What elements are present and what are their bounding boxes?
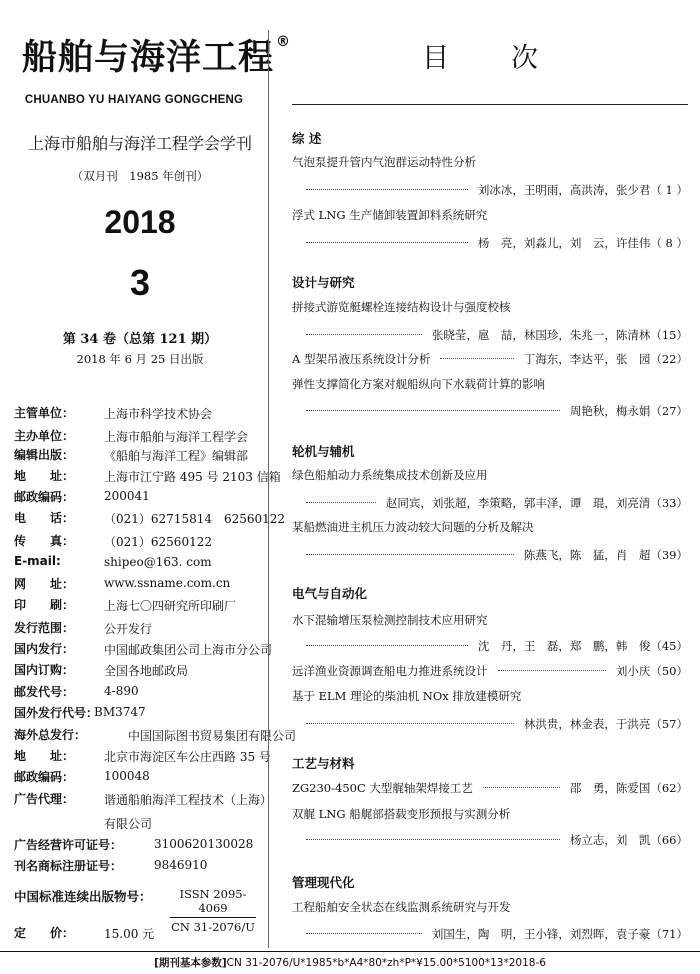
info-label: 邮政编码：	[14, 490, 75, 504]
toc-entry-authors: 林洪贵，林金表，于洪亮（57）	[523, 717, 688, 731]
info-row	[14, 661, 274, 678]
column-divider	[268, 30, 269, 948]
info-value: （021）62560122	[104, 535, 212, 549]
info-value: 北京市海淀区车公庄西路 35 号	[104, 750, 271, 764]
toc-entry-title: 远洋渔业资源调查船电力推进系统设计	[292, 664, 488, 678]
toc-entry-authors: 邵 勇，陈爱国（62）	[569, 781, 688, 795]
info-row	[14, 532, 274, 549]
info-label: 发行范围：	[14, 621, 75, 635]
toc-entry-title[interactable]: 拼接式游览艇螺栓连接结构设计与强度校核	[292, 300, 511, 314]
info-row	[14, 446, 274, 463]
info-label: 定 价：	[14, 926, 75, 940]
toc-title	[422, 36, 538, 75]
info-label: 传 真：	[14, 534, 75, 548]
info-value: 全国各地邮政局	[104, 664, 189, 678]
info-value: 上海市船舶与海洋工程学会	[104, 430, 249, 444]
toc-title-rule	[292, 104, 688, 105]
info-value: 4-890	[104, 684, 139, 698]
toc-entry-authors: 陈燕飞，陈 猛，肖 超（39）	[523, 548, 688, 562]
toc-entry-title[interactable]: 双艉 LNG 船艉部搭载变形预报与实测分析	[292, 807, 511, 821]
info-label: 网 址：	[14, 577, 75, 591]
info-row	[14, 575, 274, 592]
info-row	[14, 857, 274, 874]
toc-entry[interactable]	[292, 351, 688, 367]
toc-title-char: 次	[511, 43, 538, 74]
registered-mark: ®	[276, 34, 292, 50]
info-row	[14, 596, 274, 613]
leader-dots	[306, 645, 468, 646]
toc-entry-authors: 张晓莹，扈 喆，林国珍，朱兆一，陈清林（15）	[431, 328, 688, 342]
info-label: 邮发代号：	[14, 685, 75, 699]
table-of-contents	[292, 0, 688, 950]
frequency: （双月刊 1985 年创刊）	[71, 169, 209, 183]
info-value: 有限公司	[104, 817, 153, 831]
footer-label: [期刊基本参数]	[154, 957, 227, 969]
info-row	[14, 814, 274, 831]
info-value: 上海市江宁路 495 号 2103 信箱	[104, 470, 281, 484]
toc-section-heading: 工艺与材料	[292, 756, 355, 771]
toc-entry-authors: 周艳秋，梅永娟（27）	[569, 404, 688, 418]
info-label: 电 话：	[14, 511, 75, 525]
leader-dots	[306, 189, 468, 190]
issn-divider	[170, 917, 256, 918]
info-value: 15.00 元	[104, 927, 155, 941]
toc-entry-authors: 沈 丹，王 磊，郑 鹏，韩 俊（45）	[477, 639, 688, 653]
toc-section-heading: 综 述	[292, 131, 322, 146]
leader-dots	[306, 334, 422, 335]
toc-entry-title[interactable]: 绿色船舶动力系统集成技术创新及应用	[292, 468, 488, 482]
info-row	[14, 640, 274, 657]
info-label: 主管单位：	[14, 406, 75, 420]
info-row	[14, 726, 297, 743]
leader-dots	[498, 670, 606, 671]
logo-text: 船舶与海洋工程	[22, 38, 275, 78]
toc-entry-title: A 型架吊液压系统设计分析	[292, 352, 431, 366]
info-label: 广告经营许可证号：	[14, 838, 123, 852]
issue-number: 3	[129, 262, 151, 303]
info-label: 地 址：	[14, 469, 75, 483]
info-value: 谐通船舶海洋工程技术（上海）	[104, 793, 273, 807]
footer-rule	[0, 951, 700, 952]
toc-entry[interactable]	[292, 663, 688, 679]
toc-section-heading: 电气与自动化	[292, 586, 368, 601]
toc-entry-title[interactable]: 弹性支撑简化方案对舰船纵向下水载荷计算的影响	[292, 377, 545, 391]
info-value: shipeo@163. com	[104, 555, 212, 569]
journal-pinyin: CHUANBO YU HAIYANG GONGCHENG	[24, 94, 244, 106]
info-row	[14, 704, 274, 721]
leader-dots	[306, 839, 560, 840]
toc-entry-title[interactable]: 某船燃油进主机压力波动较大问题的分析及解决	[292, 520, 534, 534]
toc-entry-title[interactable]: 基于 ELM 理论的柴油机 NOx 排放建模研究	[292, 689, 522, 703]
info-label: E-mail:	[14, 554, 61, 568]
info-value: 上海市科学技术协会	[104, 407, 213, 421]
toc-entry-authors: 杨 亮，刘淼儿，刘 云，许佳伟（ 8 ）	[477, 236, 688, 250]
info-label: 海外总发行：	[14, 728, 87, 742]
leader-dots	[306, 554, 514, 555]
footer-parameters	[0, 955, 700, 970]
info-value: 100048	[104, 769, 150, 783]
footer-text: CN 31-2076/U*1985*b*A4*80*zh*P*¥15.00*5100*13*2018-6	[226, 957, 546, 969]
leader-dots	[306, 723, 514, 724]
info-value: www.ssname.com.cn	[104, 576, 231, 590]
info-value: 上海七〇四研究所印刷厂	[104, 599, 237, 613]
info-value: 公开发行	[104, 622, 153, 636]
toc-entry-title[interactable]: 浮式 LNG 生产储卸装置卸料系统研究	[292, 208, 488, 222]
info-label: 国内发行：	[14, 642, 75, 656]
info-label: 邮政编码：	[14, 770, 75, 784]
info-value: 9846910	[154, 858, 208, 872]
toc-section-heading: 管理现代化	[292, 875, 355, 890]
info-row	[14, 554, 274, 568]
masthead-column	[0, 0, 297, 950]
info-value: 200041	[104, 489, 150, 503]
info-value: 中国邮政集团公司上海市分公司	[104, 643, 273, 657]
info-row	[14, 467, 281, 484]
info-row	[14, 404, 274, 421]
toc-entry-title: ZG230-450C 大型艉轴架焊接工艺	[292, 781, 473, 795]
info-label: 主办单位：	[14, 429, 75, 443]
info-value: BM3747	[94, 705, 146, 719]
info-value: 中国国际图书贸易集团有限公司	[128, 729, 297, 743]
info-row	[14, 683, 274, 700]
leader-dots	[483, 787, 560, 788]
info-label: 编辑出版：	[14, 448, 75, 462]
issn-number: ISSN 2095-4069	[179, 887, 247, 915]
leader-dots	[306, 242, 468, 243]
leader-dots	[306, 502, 376, 503]
cn-number: CN 31-2076/U	[171, 920, 255, 934]
info-label: 印 刷：	[14, 598, 75, 612]
toc-entry[interactable]	[292, 780, 688, 796]
info-row	[14, 427, 274, 444]
issue-year: 2018	[104, 204, 176, 240]
info-row	[14, 509, 286, 526]
info-value: 《船舶与海洋工程》编辑部	[104, 449, 249, 463]
publication-date: 2018 年 6 月 25 日出版	[76, 352, 204, 366]
info-value: （021）62715814 62560122	[104, 512, 286, 526]
toc-title-char: 目	[422, 43, 449, 74]
info-label: 地 址：	[14, 749, 75, 763]
info-row	[14, 790, 274, 807]
leader-dots	[306, 410, 560, 411]
info-label: 刊名商标注册证号：	[14, 859, 123, 873]
society-name: 上海市船舶与海洋工程学会学刊	[27, 134, 252, 153]
toc-entry-title[interactable]: 气泡泵提升管内气泡群运动特性分析	[292, 155, 476, 169]
info-row	[14, 747, 274, 764]
toc-section-heading: 轮机与辅机	[292, 444, 355, 459]
volume-info: 第 34 卷（总第 121 期）	[62, 332, 218, 347]
toc-entry-authors: 杨立志，刘 凯（66）	[569, 833, 688, 847]
issn-block	[170, 887, 256, 934]
journal-logo	[22, 30, 292, 80]
toc-entry-authors: 刘国生，陶 明，王小锋，刘烈晖，袁子豪（71）	[431, 927, 688, 941]
info-label: 中国标准连续出版物号：	[14, 889, 152, 904]
info-row	[14, 768, 274, 785]
info-row	[14, 619, 274, 636]
toc-entry-authors: 刘小庆（50）	[615, 664, 688, 678]
leader-dots	[306, 933, 422, 934]
info-row	[14, 836, 274, 853]
leader-dots	[440, 358, 514, 359]
toc-entry-authors: 刘冰冰，王明雨，高洪涛，张少君（ 1 ）	[477, 183, 688, 197]
toc-entry-title[interactable]: 工程船舶安全状态在线监测系统研究与开发	[292, 900, 511, 914]
toc-entry-authors: 赵同宾，刘张超，李策略，郭丰泽，谭 琨，刘亮清（33）	[385, 496, 688, 510]
info-row	[14, 488, 274, 505]
info-label: 国内订购：	[14, 663, 75, 677]
info-label: 广告代理：	[14, 792, 75, 806]
info-label: 国外发行代号：	[14, 706, 99, 720]
info-value: 3100620130028	[154, 837, 254, 851]
toc-entry-title[interactable]: 水下混输增压泵检测控制技术应用研究	[292, 613, 488, 627]
toc-section-heading: 设计与研究	[292, 275, 355, 290]
toc-entry-authors: 丁海东，李达平，张 园（22）	[523, 352, 688, 366]
